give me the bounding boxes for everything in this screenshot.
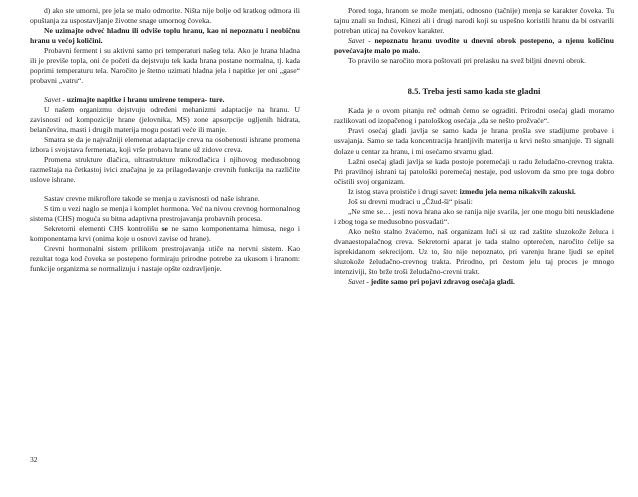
paragraph: Još su drevni mudraci u „Čžud-ši“ pisali:: [348, 196, 473, 206]
text: ne samo komponentama himusa, nego i komponentama krvi (onima koje u osnovi zavise od hrane).: [30, 224, 300, 244]
paragraph: Pored toga, hranom se može menjati, odnosno (tačnije) menja se karakter čoveka. Tu tajnu znali su Indusi, Kinezi ali i drugi narodi koji su uspešno koristili hranu da bi ostvarili potreban uticaj na čovekov karakter.: [334, 6, 614, 36]
paragraph: Probavni ferment i su aktivni samo pri temperaturi našeg tela. Ako je hrana hladna ili je previše topla, oni će početi da dejstvuju tek kada hrana postane normalna, tj. kada poprimi temperaturu tela. Naročito je štetno uzimati hladna jela i napitke jer oni „gase“ probavni „vatru“.: [30, 46, 300, 86]
paragraph: Promena strukture dlačica, ultrastrukture mikrodlačica i njihovog međusobnog razmeštaja na četkastoj ivici značajna je za prilagođavanje crevnih funkcija na različite uslove ishrane.: [30, 155, 300, 185]
paragraph: Lažni osećaj gladi javlja se kada postoje poremećaji u radu želudačno-crevnog trakta. Pri pravilnoj ishrani taj patološki poremećaj nestaje, pod uslovom da smo pre toga dobro očistili svoj organizam.: [334, 156, 614, 186]
paragraph: Crevni hormonalni sistem prilikom prestrojavanja utiče na nervni sistem. Kao rezultat toga kod čoveka se postepeno formiraju prirodne potrebe za ukusom i hranom: funkcije organizma se normalizuju i nastaje opšte ozdravljenje.: [30, 244, 300, 274]
paragraph: Pravi osećaj gladi javlja se samo kada je hrana prošla sve stadijume probave i usvajanja. Samo se tada koncentracija hranljivih materija u krvi nešto smanjuje. Ti signali dolaze u centar za hranu, i mi osećamo stvarnu glad.: [334, 126, 614, 156]
advice-paragraph: [30, 95, 300, 105]
paragraph: To pravilo se naročito mora poštovati pri prelasku na svež biljni dnevni obrok.: [348, 56, 586, 66]
paragraph: Sastav crevne mikroflore takođe se menja u zavisnosti od naše ishrane.: [44, 194, 260, 204]
paragraph: [30, 224, 300, 244]
advice-text: uzimajte napitke i hranu umirene tempera- ture.: [66, 95, 225, 105]
advice-lead: Savet -: [44, 95, 65, 105]
advice-lead: Savet -: [348, 276, 369, 286]
bold-text: između jela nema nikakvih zakuski.: [459, 186, 576, 196]
quote-paragraph: „Ne sme se… jesti nova hrana ako se ranija nije svarila, jer one mogu biti neusklađene i zbog toga se međusobno posvađati“.: [334, 206, 614, 226]
paragraph: d) ako ste umorni, pre jela se malo odmorite. Ništa nije bolje od kratkog odmora ili opuštanja za uspostavljanje životne snage umornog čoveka.: [30, 6, 300, 26]
advice-lead: Savet -: [348, 36, 371, 46]
right-column: [334, 6, 614, 287]
paragraph: Smatra se da je najvažniji elemenat adaptacije creva na osobenosti ishrane promena izbora i svojstava fermenata, koji vrše probavu hrane už zidove creva.: [30, 135, 300, 155]
advice-text: jedite samo pri pojavi zdravog osećaja gladi.: [370, 276, 515, 286]
paragraph: U našem organizmu dejstvuju određeni mehanizmi adaptacije na hranu. U zavisnosti od kompozicije hrane (jelovnika, MS) zone apsorpcije ugljenih hidrata, belančevina, masti i drugih materija mogu postati veće ili manje.: [30, 105, 300, 135]
section-heading: 8.5. Treba jesti samo kada ste gladni: [407, 86, 541, 97]
paragraph: S tim u vezi naglo se menja i komplet hormona. Već na nivou crevnog hormonalnog sistema (CHS) moguća su bitna adaptivna prestrojavanja probavnih procesa.: [30, 204, 300, 224]
paragraph: [334, 187, 614, 197]
bold-text: se: [161, 224, 168, 234]
text: Sekretorni elementi CHS kontrolišu: [44, 224, 159, 234]
paragraph-bold: [30, 26, 300, 46]
paragraph: Ako nešto stalno žvaćemo, naš organizam luči si uz rad zaštite sluzokože želuca i dvanaestopalačnog creva. Sekretorni aparat je tada stalno opterećen, naročito ćelije sa isprekidanom sekrecijom. Uz to, što nije nepoznato, pri varenju hrane ljudi se epitel sluzokože želudačno-crevnog trakta. Prirodno, pri čestom jelu taj proces je mnogo intenziviji, što brže troši želudačno-crevni trakt.: [334, 226, 614, 276]
advice-paragraph: [334, 36, 614, 56]
advice-text: nepoznatu hranu uvodite u dnevni obrok postepeno, a njenu količinu povećavajte malo po malo.: [334, 36, 614, 56]
advice-paragraph: [334, 277, 614, 287]
left-column: [30, 6, 300, 274]
bold-text: Ne uzimajte odveć hladnu ili odviše toplu hranu, kao ni nepoznatu i neobičnu hranu u većoj količini.: [30, 26, 300, 46]
page-number: 32: [30, 455, 38, 464]
paragraph: Kada je o ovom pitanju reč odmah ćemo se ograditi. Prirodni osećaj gladi moramo razlikovati od izopačenog i patološkog osećaja „da se nešto prožvaće“.: [334, 106, 614, 126]
text: Iz istog stava proističe i drugi savet:: [348, 186, 458, 196]
